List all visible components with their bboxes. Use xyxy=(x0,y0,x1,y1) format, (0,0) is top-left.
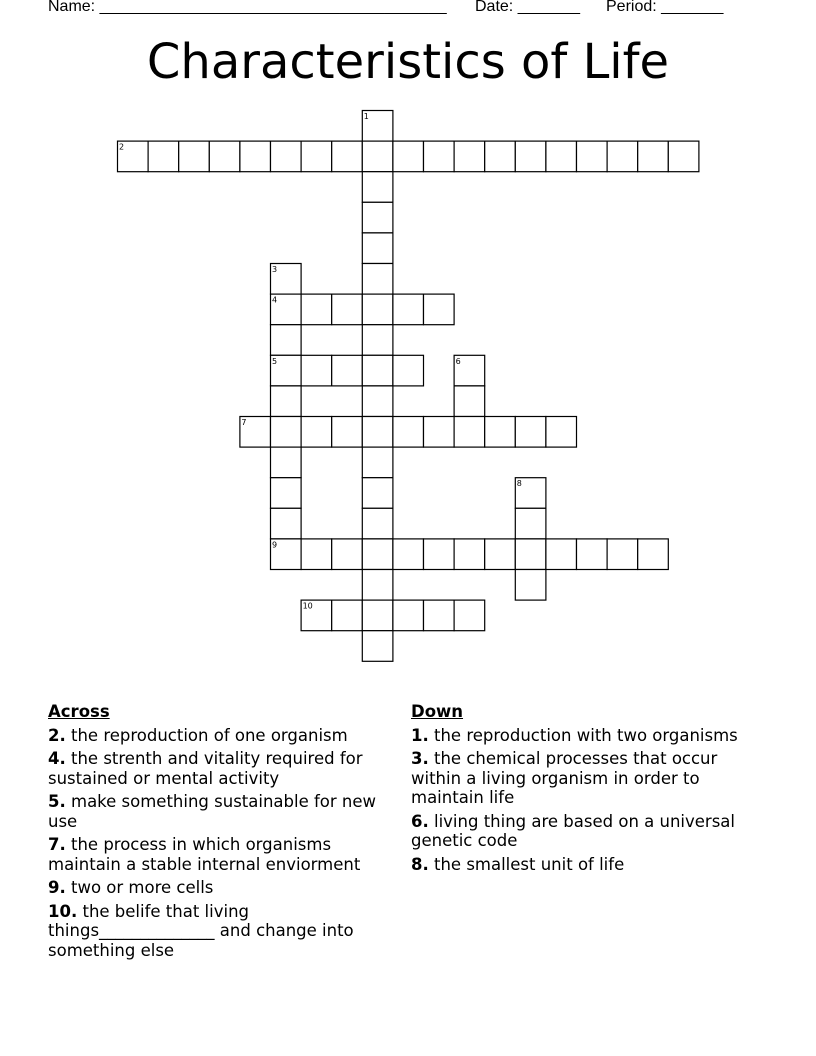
date-field-label: Date: _______ xyxy=(475,0,580,15)
page-title: Characteristics of Life xyxy=(146,34,670,90)
crossword-cell[interactable] xyxy=(362,447,393,478)
crossword-cell[interactable] xyxy=(179,141,210,172)
crossword-cell[interactable] xyxy=(607,141,638,172)
clue-number: 10 xyxy=(302,601,313,611)
across-heading: Across xyxy=(48,702,110,721)
crossword-cell[interactable] xyxy=(148,141,179,172)
crossword-cell[interactable] xyxy=(607,539,638,570)
crossword-cell[interactable] xyxy=(454,600,485,631)
crossword-cell[interactable] xyxy=(362,294,393,325)
crossword-cell[interactable] xyxy=(301,141,332,172)
crossword-cell[interactable] xyxy=(362,631,393,662)
crossword-cell[interactable] xyxy=(362,172,393,203)
crossword-cell[interactable] xyxy=(393,539,424,570)
across-clue: 5. make something sustainable for new use xyxy=(48,792,377,831)
clue-number: 7 xyxy=(241,418,247,427)
crossword-cell[interactable] xyxy=(424,294,455,325)
clue-number: 2 xyxy=(119,142,125,152)
crossword-cell[interactable] xyxy=(209,141,240,172)
crossword-cell[interactable] xyxy=(362,325,393,356)
crossword-cell[interactable] xyxy=(546,141,577,172)
crossword-cell[interactable] xyxy=(515,539,546,570)
crossword-cell[interactable] xyxy=(546,417,577,448)
crossword-cell[interactable] xyxy=(362,141,393,172)
crossword-cell[interactable] xyxy=(638,141,669,172)
crossword-cell[interactable] xyxy=(362,600,393,631)
crossword-cell[interactable] xyxy=(332,141,363,172)
across-clue: 10. the belife that living things______________ and change into something else xyxy=(48,901,354,960)
crossword-cell[interactable] xyxy=(362,202,393,233)
clue-number: 9 xyxy=(272,540,278,550)
crossword-cell[interactable] xyxy=(546,539,577,570)
across-clue: 7. the process in which organisms maintain a stable internal enviorment xyxy=(48,835,361,874)
clue-number: 4 xyxy=(272,295,278,305)
crossword-cell[interactable] xyxy=(424,141,455,172)
name-field-label: Name: _______________________________________ xyxy=(48,0,447,15)
clue-number: 5 xyxy=(272,356,278,366)
crossword-cell[interactable] xyxy=(271,417,302,448)
crossword-cell[interactable] xyxy=(393,600,424,631)
crossword-cell[interactable] xyxy=(424,600,455,631)
crossword-cell[interactable] xyxy=(515,141,546,172)
crossword-cell[interactable] xyxy=(515,417,546,448)
crossword-cell[interactable] xyxy=(485,417,516,448)
clue-number: 6 xyxy=(455,356,461,366)
crossword-cell[interactable] xyxy=(485,539,516,570)
crossword-cell[interactable] xyxy=(271,325,302,356)
crossword-cell[interactable] xyxy=(301,355,332,386)
crossword-cell[interactable] xyxy=(332,355,363,386)
crossword-cell[interactable] xyxy=(271,478,302,509)
crossword-cell[interactable] xyxy=(271,141,302,172)
crossword-cell[interactable] xyxy=(668,141,699,172)
crossword-cell[interactable] xyxy=(301,417,332,448)
crossword-cell[interactable] xyxy=(393,355,424,386)
crossword-cell[interactable] xyxy=(393,141,424,172)
period-field-label: Period: _______ xyxy=(606,0,724,15)
down-clue: 1. the reproduction with two organisms xyxy=(411,725,738,745)
crossword-cell[interactable] xyxy=(240,141,271,172)
down-clue: 3. the chemical processes that occur within a living organism in order to maintain life xyxy=(411,749,718,807)
crossword-cell[interactable] xyxy=(271,447,302,478)
clue-number: 1 xyxy=(363,112,369,121)
crossword-cell[interactable] xyxy=(454,141,485,172)
crossword-cell[interactable] xyxy=(301,294,332,325)
crossword-cell[interactable] xyxy=(362,417,393,448)
crossword-cell[interactable] xyxy=(332,539,363,570)
crossword-cell[interactable] xyxy=(332,600,363,631)
crossword-cell[interactable] xyxy=(454,539,485,570)
crossword-cell[interactable] xyxy=(271,386,302,417)
down-clue: 8. the smallest unit of life xyxy=(411,854,625,874)
crossword-cell[interactable] xyxy=(271,508,302,539)
crossword-cell[interactable] xyxy=(485,141,516,172)
across-clue: 4. the strenth and vitality required for sustained or mental activity xyxy=(48,749,363,788)
crossword-cell[interactable] xyxy=(362,539,393,570)
crossword-cell[interactable] xyxy=(301,539,332,570)
crossword-cell[interactable] xyxy=(362,386,393,417)
crossword-cell[interactable] xyxy=(424,539,455,570)
down-clue: 6. living thing are based on a universal genetic code xyxy=(411,811,735,850)
crossword-cell[interactable] xyxy=(362,233,393,264)
crossword-cell[interactable] xyxy=(515,508,546,539)
down-clues xyxy=(411,702,761,878)
crossword-cell[interactable] xyxy=(515,570,546,601)
crossword-cell[interactable] xyxy=(362,355,393,386)
clue-number: 8 xyxy=(516,479,522,489)
across-clue: 9. two or more cells xyxy=(48,878,214,897)
crossword-cell[interactable] xyxy=(577,141,608,172)
crossword-cell[interactable] xyxy=(424,417,455,448)
crossword-cell[interactable] xyxy=(393,417,424,448)
crossword-cell[interactable] xyxy=(362,570,393,601)
crossword-cell[interactable] xyxy=(638,539,669,570)
crossword-cell[interactable] xyxy=(332,417,363,448)
crossword-cell[interactable] xyxy=(362,478,393,509)
crossword-cell[interactable] xyxy=(362,264,393,295)
across-clue: 2. the reproduction of one organism xyxy=(48,725,348,745)
crossword-cell[interactable] xyxy=(454,417,485,448)
crossword-cell[interactable] xyxy=(393,294,424,325)
crossword-cell[interactable] xyxy=(332,294,363,325)
crossword-cell[interactable] xyxy=(577,539,608,570)
across-clues xyxy=(48,702,393,964)
down-heading: Down xyxy=(411,702,464,721)
crossword-cell[interactable] xyxy=(362,508,393,539)
clue-number: 3 xyxy=(272,265,278,274)
crossword-cell[interactable] xyxy=(454,386,485,417)
